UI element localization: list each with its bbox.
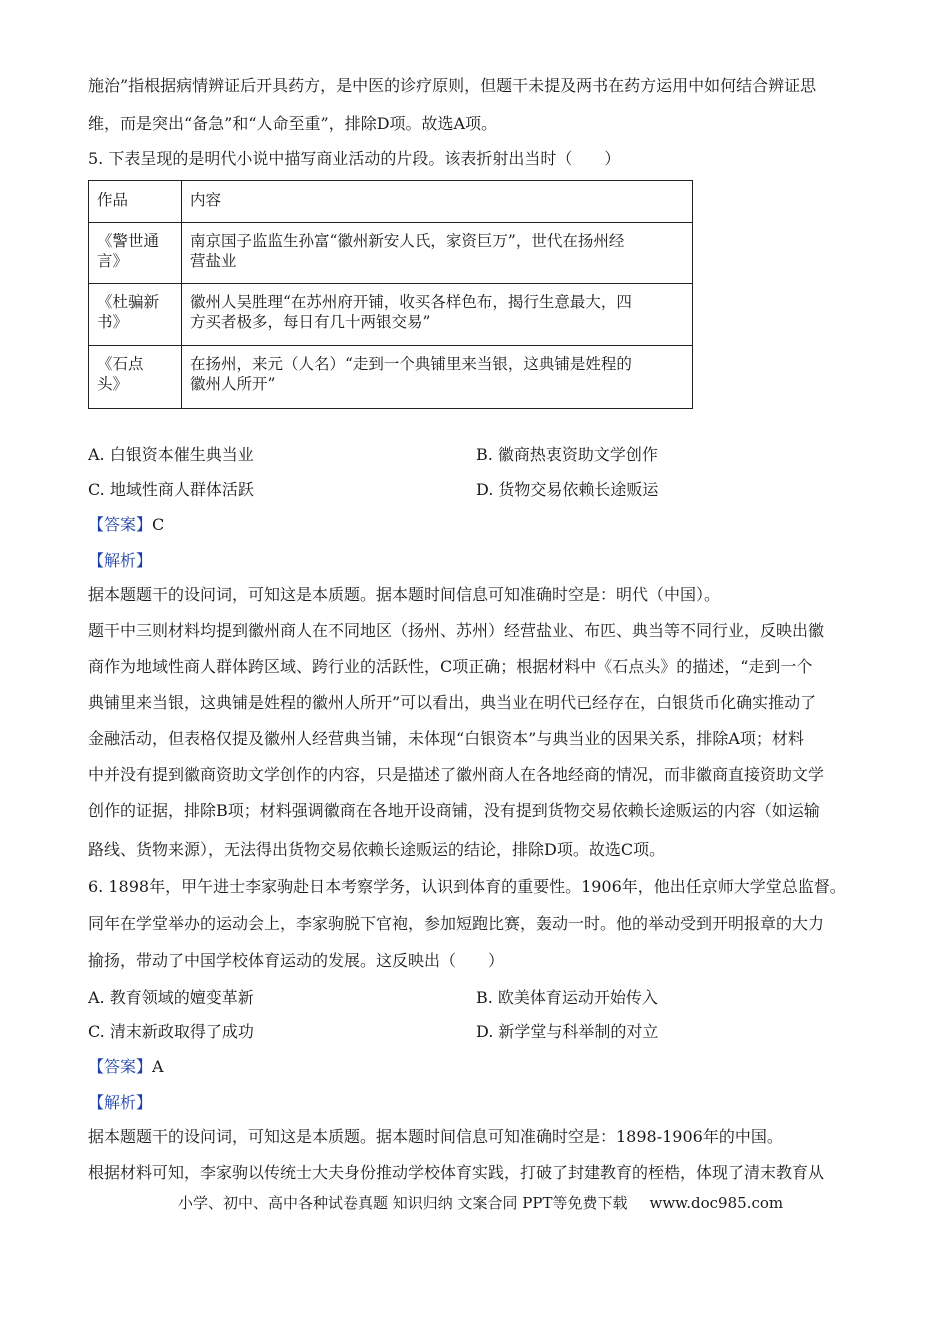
option-c: C. 清末新政取得了成功 bbox=[88, 1022, 254, 1041]
question-6-stem: 同年在学堂举办的运动会上，李家驹脱下官袍，参加短跑比赛，轰动一时。他的举动受到开明报章的大力 bbox=[88, 914, 825, 933]
analysis-line: 典铺里来当银，这典铺是姓程的徽州人所开”可以看出，典当业在明代已经存在，白银货币化确实推动了 bbox=[88, 693, 817, 712]
analysis-line: 据本题题干的设问词，可知这是本质题。据本题时间信息可知准确时空是：1898-1906年的中国。 bbox=[88, 1127, 783, 1146]
paragraph-line: 维，而是突出“备急”和“人命至重”，排除D项。故选A项。 bbox=[88, 114, 498, 133]
question-5-stem: 5. 下表呈现的是明代小说中描写商业活动的片段。该表折射出当时（ ） bbox=[88, 149, 621, 168]
table-cell-work: 《杜骗新 书》 bbox=[89, 284, 182, 346]
answer-value: A bbox=[152, 1057, 164, 1076]
analysis-line: 题干中三则材料均提到徽州商人在不同地区（扬州、苏州）经营盐业、布匹、典当等不同行业，反映出徽 bbox=[88, 621, 825, 640]
table-row bbox=[89, 284, 693, 346]
question-6-stem: 6. 1898年，甲午进士李家驹赴日本考察学务，认识到体育的重要性。1906年，他出任京师大学堂总监督。 bbox=[88, 877, 846, 896]
analysis-line: 中并没有提到徽商资助文学创作的内容，只是描述了徽州商人在各地经商的情况，而非徽商直接资助文学 bbox=[88, 765, 825, 784]
analysis-line: 路线、货物来源），无法得出货物交易依赖长途贩运的结论，排除D项。故选C项。 bbox=[88, 840, 666, 859]
option-d: D. 货物交易依赖长途贩运 bbox=[476, 480, 659, 499]
analysis-tag: 【解析】 bbox=[88, 551, 153, 570]
answer-tag: 【答案】 bbox=[88, 1057, 153, 1076]
table-cell-content: 南京国子监监生孙富“徽州新安人氏，家资巨万”，世代在扬州经 营盐业 bbox=[182, 223, 693, 284]
answer-line bbox=[88, 1057, 164, 1077]
answer-line bbox=[88, 515, 164, 535]
table-cell-content: 徽州人吴胜理“在苏州府开铺，收买各样色布，揭行生意最大，四 方买者极多，每日有几十两银交易” bbox=[182, 284, 693, 346]
table-header-work: 作品 bbox=[89, 181, 182, 223]
analysis-line: 根据材料可知，李家驹以传统士大夫身份推动学校体育实践，打破了封建教育的桎梏，体现了清末教育从 bbox=[88, 1163, 825, 1182]
answer-tag: 【答案】 bbox=[88, 515, 153, 534]
analysis-line: 商作为地域性商人群体跨区域、跨行业的活跃性，C项正确；根据材料中《石点头》的描述，“走到一个 bbox=[88, 657, 813, 676]
analysis-line: 金融活动，但表格仅提及徽州人经营典当铺，未体现“白银资本”与典当业的因果关系，排除A项；材料 bbox=[88, 729, 804, 748]
table-cell-work: 《警世通 言》 bbox=[89, 223, 182, 284]
footer-url[interactable]: www.doc985.com bbox=[649, 1194, 784, 1212]
analysis-tag: 【解析】 bbox=[88, 1093, 153, 1112]
q5-table bbox=[88, 180, 693, 409]
table-header-row bbox=[89, 181, 693, 223]
option-a: A. 教育领域的嬗变革新 bbox=[88, 988, 254, 1007]
table-header-content: 内容 bbox=[182, 181, 693, 223]
page-footer bbox=[178, 1192, 783, 1213]
option-d: D. 新学堂与科举制的对立 bbox=[476, 1022, 659, 1041]
option-c: C. 地域性商人群体活跃 bbox=[88, 480, 254, 499]
option-b: B. 欧美体育运动开始传入 bbox=[476, 988, 658, 1007]
question-6-stem: 揄扬，带动了中国学校体育运动的发展。这反映出（ ） bbox=[88, 951, 505, 970]
option-a: A. 白银资本催生典当业 bbox=[88, 445, 254, 464]
option-b: B. 徽商热衷资助文学创作 bbox=[476, 445, 658, 464]
table-row bbox=[89, 346, 693, 409]
footer-text: 小学、初中、高中各种试卷真题 知识归纳 文案合同 PPT等免费下载 bbox=[178, 1194, 628, 1212]
analysis-line: 据本题题干的设问词，可知这是本质题。据本题时间信息可知准确时空是：明代（中国）。 bbox=[88, 585, 721, 604]
answer-value: C bbox=[152, 515, 165, 534]
table-cell-work: 《石点 头》 bbox=[89, 346, 182, 409]
table-cell-content: 在扬州，来元（人名）“走到一个典铺里来当银，这典铺是姓程的 徽州人所开” bbox=[182, 346, 693, 409]
analysis-line: 创作的证据，排除B项；材料强调徽商在各地开设商铺，没有提到货物交易依赖长途贩运的内容（如运输 bbox=[88, 801, 820, 820]
table-row bbox=[89, 223, 693, 284]
paragraph-line: 施治”指根据病情辨证后开具药方，是中医的诊疗原则，但题干未提及两书在药方运用中如何结合辨证思 bbox=[88, 76, 817, 95]
